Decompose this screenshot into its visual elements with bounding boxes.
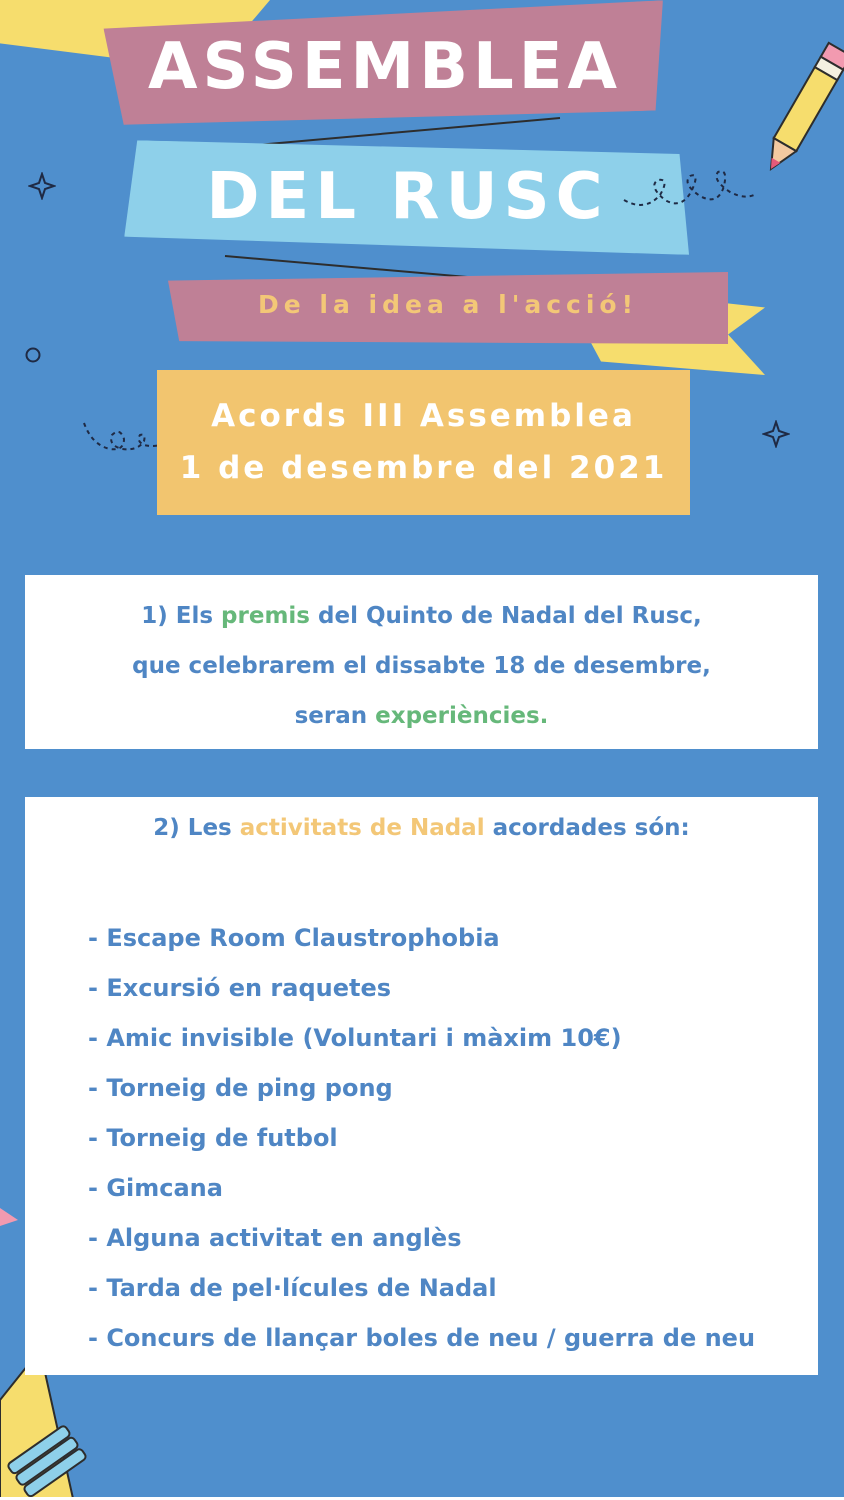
list-item: - Torneig de ping pong <box>88 1074 393 1102</box>
list-item: - Gimcana <box>88 1174 223 1202</box>
meeting-date-box <box>157 370 690 515</box>
squiggle-line <box>620 150 760 220</box>
list-item: - Alguna activitat en anglès <box>88 1224 462 1252</box>
agreement-1-line-2: que celebrarem el dissabte 18 de desembre, <box>132 653 711 679</box>
squiggle-line <box>82 415 162 460</box>
circle-icon <box>23 345 43 365</box>
sparkle-icon <box>762 420 790 448</box>
sparkle-icon <box>28 172 56 200</box>
highlight-experiencies: experiències. <box>375 703 549 729</box>
highlight-activitats: activitats de Nadal <box>239 815 485 841</box>
page-title-line-2: DEL RUSC <box>206 160 609 234</box>
list-item: - Torneig de futbol <box>88 1124 338 1152</box>
highlight-premis: premis <box>221 603 310 629</box>
agreement-1-line-1: 1) Els premis del Quinto de Nadal del Rusc, <box>141 603 702 629</box>
pencil-icon <box>765 30 844 190</box>
page-subtitle: De la idea a l'acció! <box>258 290 638 319</box>
meeting-title: Acords III Assemblea <box>211 398 636 434</box>
agreement-2-heading: 2) Les activitats de Nadal acordades són: <box>153 815 690 841</box>
list-item: - Escape Room Claustrophobia <box>88 924 500 952</box>
list-item: - Excursió en raquetes <box>88 974 392 1002</box>
meeting-date: 1 de desembre del 2021 <box>179 450 668 486</box>
list-item: - Amic invisible (Voluntari i màxim 10€) <box>88 1024 622 1052</box>
list-item: - Concurs de llançar boles de neu / guerra de neu <box>88 1324 756 1352</box>
page-title: ASSEMBLEA <box>147 30 623 104</box>
list-item: - Tarda de pel·lícules de Nadal <box>88 1274 497 1302</box>
agreement-1-line-3: seran experiències. <box>294 703 549 729</box>
activities-list <box>88 913 755 1363</box>
